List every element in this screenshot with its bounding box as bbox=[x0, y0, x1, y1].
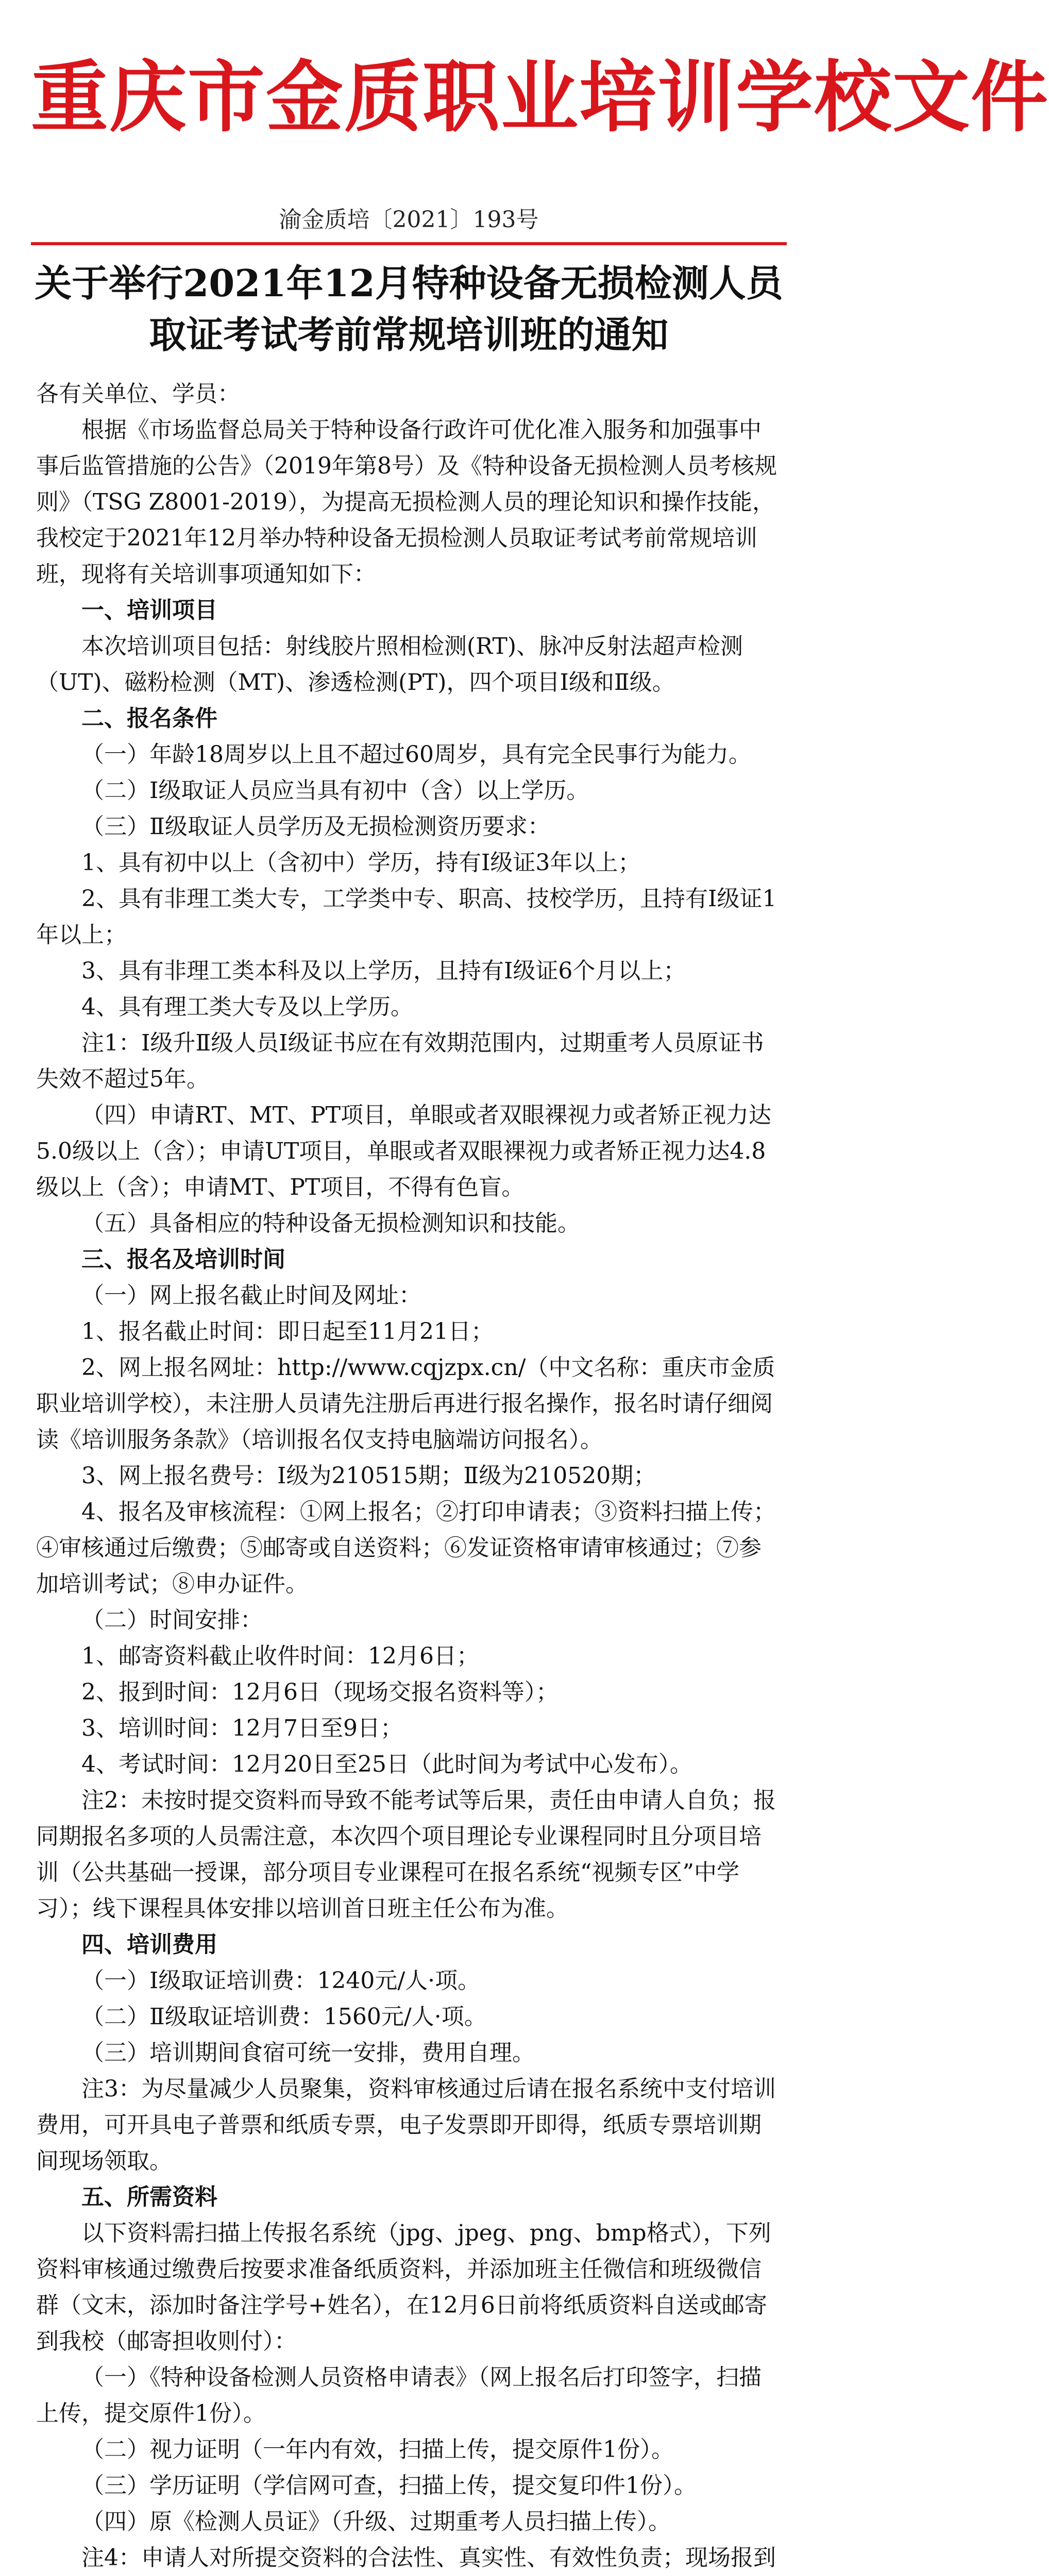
registration-url-paragraph: 2、网上报名网址：http://www.cqjzpx.cn/（中文名称：重庆市金质职业培训学校），未注册人员请先注册后再进行报名操作，报名时请仔细阅读《培训服务条款》（培训报名仅支持电脑端访问报名）。 bbox=[36, 1354, 775, 1453]
salutation: 各有关单位、学员： bbox=[36, 381, 240, 407]
paragraph: 1、具有初中以上（含初中）学历，持有Ⅰ级证3年以上； bbox=[81, 850, 641, 876]
section-heading: 三、报名及培训时间 bbox=[81, 1246, 285, 1273]
paragraph: 3、具有非理工类本科及以上学历，且持有Ⅰ级证6个月以上； bbox=[81, 958, 686, 984]
paragraph: （一）Ⅰ级取证培训费：1240元/人·项。 bbox=[81, 1968, 481, 1994]
note: 注3：为尽量减少人员聚集，资料审核通过后请在报名系统中支付培训费用，可开具电子普票和纸质专票，电子发票即开即得，纸质专票培训期间现场领取。 bbox=[36, 2076, 776, 2174]
paragraph: （二）时间安排： bbox=[81, 1607, 263, 1633]
paragraph: （三）学历证明（学信网可查，扫描上传，提交复印件1份）。 bbox=[81, 2472, 697, 2499]
paragraph: 1、报名截止时间：即日起至11月21日； bbox=[81, 1318, 494, 1345]
note: 注4：申请人对所提交资料的合法性、真实性、有效性负责；现场报到 bbox=[81, 2545, 776, 2571]
document-number: 渝金质培〔2021〕193号 bbox=[279, 207, 539, 233]
note: 注1：Ⅰ级升Ⅱ级人员Ⅰ级证书应在有效期范围内，过期重考人员原证书失效不超过5年。 bbox=[36, 1030, 764, 1092]
paragraph: 4、具有理工类大专及以上学历。 bbox=[81, 994, 413, 1020]
section-heading: 一、培训项目 bbox=[81, 597, 217, 623]
paragraph: （一）《特种设备检测人员资格申请表》（网上报名后打印签字，扫描上传，提交原件1份）。 bbox=[36, 2364, 762, 2427]
notice-title bbox=[31, 258, 787, 361]
paragraph: 1、邮寄资料截止收件时间：12月6日； bbox=[81, 1643, 479, 1669]
paragraph: （五）具备相应的特种设备无损检测知识和技能。 bbox=[81, 1210, 580, 1236]
notice-title-line-2: 取证考试考前常规培训班的通知 bbox=[149, 313, 669, 357]
paragraph: 3、网上报名费号：Ⅰ级为210515期；Ⅱ级为210520期； bbox=[81, 1463, 656, 1489]
section-heading: 五、所需资料 bbox=[81, 2184, 217, 2210]
paragraph: （三）培训期间食宿可统一安排，费用自理。 bbox=[81, 2040, 535, 2066]
paragraph: （四）申请RT、MT、PT项目，单眼或者双眼裸视力或者矫正视力达5.0级以上（含）；申请UT项目，单眼或者双眼裸视力或者矫正视力达4.8级以上（含）；申请MT、PT项目，不得有色盲。 bbox=[36, 1102, 772, 1200]
paragraph: 4、报名及审核流程：①网上报名；②打印申请表；③资料扫描上传；④审核通过后缴费；⑤邮寄或自送资料；⑥发证资格审请审核通过；⑦参加培训考试；⑧申办证件。 bbox=[36, 1499, 776, 1597]
paragraph: （二）Ⅰ级取证人员应当具有初中（含）以上学历。 bbox=[81, 777, 589, 804]
paragraph: 4、考试时间：12月20日至25日（此时间为考试中心发布）。 bbox=[81, 1751, 692, 1777]
paragraph: （一）网上报名截止时间及网址： bbox=[81, 1282, 421, 1309]
paragraph: 3、培训时间：12月7日至9日； bbox=[81, 1715, 403, 1741]
notice-body bbox=[36, 376, 783, 2576]
paragraph: （三）Ⅱ级取证人员学历及无损检测资历要求： bbox=[81, 814, 550, 840]
paragraph: 以下资料需扫描上传报名系统（jpg、jpeg、png、bmp格式），下列资料审核通过缴费后按要求准备纸质资料，并添加班主任微信和班级微信群（文末，添加时备注学号+姓名），在12月6日前将纸质资料自送或邮寄到我校（邮寄担收则付）： bbox=[36, 2220, 771, 2354]
notice-title-line-1: 关于举行2021年12月特种设备无损检测人员 bbox=[35, 261, 783, 305]
paragraph: （二）Ⅱ级取证培训费：1560元/人·项。 bbox=[81, 2004, 487, 2030]
paragraph: 根据《市场监督总局关于特种设备行政许可优化准入服务和加强事中事后监管措施的公告》（2019年第8号）及《特种设备无损检测人员考核规则》（TSG Z8001-2019），为提高无损检测人员的理论知识和操作技能，我校定于2021年12月举办特种设备无损检测人员取证考试考前常规培训班，现将有关培训事项通知如下： bbox=[36, 417, 777, 587]
note: 注2：未按时提交资料而导致不能考试等后果，责任由申请人自负；报同期报名多项的人员需注意，本次四个项目理论专业课程同时且分项目培训（公共基础一授课，部分项目专业课程可在报名系统“视频专区”中学习）；线下课程具体安排以培训首日班主任公布为准。 bbox=[36, 1787, 776, 1922]
masthead-title: 重庆市金质职业培训学校文件 bbox=[31, 53, 1049, 143]
paragraph: 2、具有非理工类大专，工学类中专、职高、技校学历，且持有Ⅰ级证1年以上； bbox=[36, 886, 777, 948]
paragraph: （四）原《检测人员证》（升级、过期重考人员扫描上传）。 bbox=[81, 2509, 671, 2535]
red-divider bbox=[31, 242, 787, 245]
paragraph: （二）视力证明（一年内有效，扫描上传，提交原件1份）。 bbox=[81, 2436, 674, 2463]
paragraph: 2、报到时间：12月6日（现场交报名资料等）； bbox=[81, 1679, 559, 1705]
section-heading: 二、报名条件 bbox=[81, 705, 217, 732]
paragraph: 本次培训项目包括：射线胶片照相检测(RT)、脉冲反射法超声检测（UT)、磁粉检测（MT)、渗透检测(PT)，四个项目Ⅰ级和Ⅱ级。 bbox=[36, 633, 743, 696]
paragraph: （一）年龄18周岁以上且不超过60周岁，具有完全民事行为能力。 bbox=[81, 741, 751, 768]
section-heading: 四、培训费用 bbox=[81, 1931, 217, 1958]
